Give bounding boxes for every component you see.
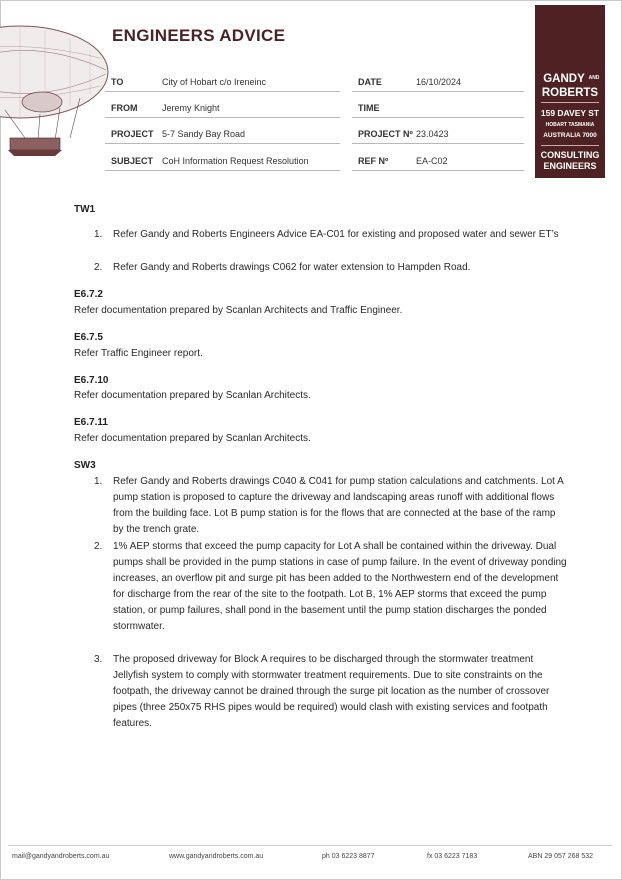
to-value: City of Hobart c/o Ireneinc: [162, 77, 267, 87]
project-no-value: 23.0423: [416, 129, 449, 139]
list-item: Refer Gandy and Roberts drawings C040 & C041 for pump station calculations and catchments. Lot A pump station is proposed to capture the driveway and landscaping areas runoff with additional flows from the building face. Lot B pump station is for the flows that are connected at the base of the ramp by the trench grate.: [113, 476, 564, 535]
section-text-e675: Refer Traffic Engineer report.: [74, 348, 203, 359]
list-item: The proposed driveway for Block A requires to be discharged through the stormwater treatment Jellyfish system to comply with stormwater treatment requirements. Due to site constraints on the footpath, the driveway cannot be drained through the surge pit location as the number of crossover pipes (three 250x75 RHS pipes would be required) would clash with existing services and footpath features.: [113, 654, 550, 729]
date-label: DATE: [358, 77, 382, 87]
project-no-label: PROJECT Nº: [358, 129, 413, 139]
ref-no-value: EA-C02: [416, 156, 448, 166]
logo-roberts: ROBERTS: [541, 87, 599, 99]
header-ref-no-row: [352, 153, 524, 171]
list-item: Refer Gandy and Roberts drawings C062 for water extension to Hampden Road.: [113, 262, 471, 273]
section-heading-e672: E6.7.2: [74, 289, 103, 300]
airship-icon: [0, 26, 108, 156]
ref-no-label: REF Nº: [358, 156, 389, 166]
logo-and: AND: [588, 75, 600, 81]
footer-fax: fx 03 6223 7183: [427, 853, 478, 860]
from-label: FROM: [111, 103, 138, 113]
section-text-e6710: Refer documentation prepared by Scanlan Architects.: [74, 390, 311, 401]
header-project-no-row: [352, 126, 524, 144]
logo-divider-top: [541, 102, 599, 103]
header-to-row: [105, 74, 340, 92]
section-heading-tw1: TW1: [74, 204, 96, 215]
list-item: Refer Gandy and Roberts Engineers Advice EA-C01 for existing and proposed water and sewer ET’s: [113, 229, 559, 240]
logo-consulting: CONSULTING: [540, 150, 600, 160]
list-item-number: 3.: [94, 654, 103, 665]
list-item-number: 1.: [94, 229, 103, 240]
footer-email[interactable]: mail@gandyandroberts.com.au: [12, 853, 110, 860]
section-heading-e675: E6.7.5: [74, 332, 103, 343]
project-value: 5-7 Sandy Bay Road: [162, 129, 246, 139]
project-label: PROJECT: [111, 129, 154, 139]
subject-value: CoH Information Request Resolution: [162, 156, 309, 166]
header-project-row: [105, 126, 340, 144]
header-time-row: [352, 100, 524, 118]
list-item-number: 2.: [94, 262, 103, 273]
document-title: ENGINEERS ADVICE: [112, 26, 286, 45]
header-date-row: [352, 74, 524, 92]
logo-gandy: GANDY: [543, 73, 585, 85]
logo-divider-bottom: [541, 145, 599, 146]
header-subject-row: [105, 153, 340, 171]
footer-divider: [8, 845, 612, 846]
list-item-number: 2.: [94, 541, 103, 552]
footer-phone: ph 03 6223 8877: [322, 853, 375, 860]
logo-address-street: 159 DAVEY ST: [540, 108, 600, 118]
company-logo: [535, 5, 605, 178]
logo-address-country: AUSTRALIA 7000: [543, 132, 597, 139]
footer-website[interactable]: www.gandyandroberts.com.au: [169, 853, 264, 860]
section-heading-sw3: SW3: [74, 460, 96, 471]
from-value: Jeremy Knight: [162, 103, 220, 113]
list-item-number: 1.: [94, 476, 103, 487]
time-label: TIME: [358, 103, 380, 113]
header-from-row: [105, 100, 340, 118]
to-label: TO: [111, 77, 124, 87]
section-text-e672: Refer documentation prepared by Scanlan Architects and Traffic Engineer.: [74, 305, 403, 316]
logo-address-city: HOBART TASMANIA: [545, 122, 595, 128]
section-text-e6711: Refer documentation prepared by Scanlan Architects.: [74, 433, 311, 444]
airship-illustration: [0, 10, 110, 160]
section-heading-e6711: E6.7.11: [74, 417, 108, 428]
subject-label: SUBJECT: [111, 156, 154, 166]
list-item: 1% AEP storms that exceed the pump capacity for Lot A shall be contained within the driveway. Dual pumps shall be provided in the pump stations in case of pump failure. In the event of driveway ponding increases, an overflow pit and surge pit has been added to the Northwestern end of the development for discharge from the rear of the site to the footpath. Lot B, 1% AEP storms that exceed the pump station, or pump failures, shall pond in the basement until the pump station discharges the ponded stormwater.: [113, 541, 567, 632]
footer-abn: ABN 29 057 268 532: [528, 853, 593, 860]
logo-engineers: ENGINEERS: [543, 161, 597, 171]
date-value: 16/10/2024: [416, 77, 462, 87]
section-heading-e6710: E6.7.10: [74, 375, 109, 386]
